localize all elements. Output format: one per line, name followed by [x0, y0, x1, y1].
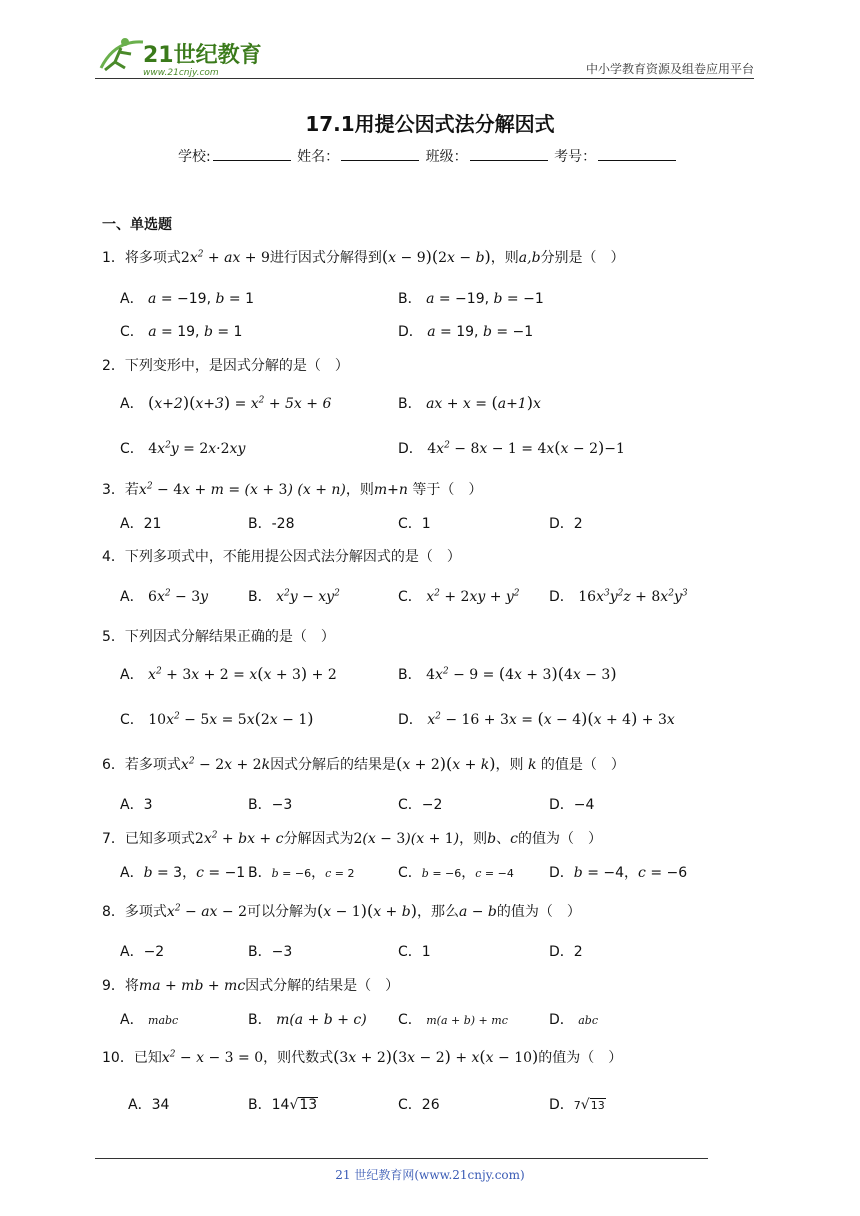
q2-option-a[interactable]: A． $(x+2)(x+3) = x^2 + 5x + 6$ — [120, 393, 332, 412]
logo-text: 21世纪教育 — [143, 43, 262, 68]
q7-option-b[interactable]: B．b = −6，c = 2 — [248, 865, 355, 881]
footer-divider — [95, 1158, 708, 1159]
q6-option-c[interactable]: C．−2 — [398, 797, 443, 813]
question-10: 10．已知$x^2 - x - 3 = 0$，则代数式(3x + 2)(3x − 2) + x(x − 10)的值为（ ） — [102, 1047, 623, 1066]
q1-option-c[interactable]: C． a = 19, b = 1 — [120, 324, 243, 340]
site-logo — [95, 32, 270, 80]
q8-option-a[interactable]: A．−2 — [120, 944, 165, 960]
q3-option-b[interactable]: B．-28 — [248, 516, 295, 532]
q6-option-a[interactable]: A．3 — [120, 797, 153, 813]
page-title: 17.1用提公因式法分解因式 — [305, 112, 555, 136]
q9-option-d[interactable]: D． abc — [549, 1012, 598, 1028]
q8-option-c[interactable]: C．1 — [398, 944, 431, 960]
footer-link[interactable]: 21 世纪教育网(www.21cnjy.com) — [335, 1168, 525, 1182]
q3-option-c[interactable]: C．1 — [398, 516, 431, 532]
q1-option-d[interactable]: D． a = 19, b = −1 — [398, 324, 534, 340]
q8-option-b[interactable]: B．−3 — [248, 944, 293, 960]
q7-option-c[interactable]: C．b = −6，c = −4 — [398, 865, 514, 881]
q3-option-d[interactable]: D．2 — [549, 516, 583, 532]
q9-option-b[interactable]: B． m(a + b + c) — [248, 1012, 367, 1028]
header-divider — [95, 78, 754, 79]
question-6: 6．若多项式$x^2 - 2x + 2k$因式分解后的结果是(x + 2)(x + k)，则 k 的值是（ ） — [102, 754, 625, 773]
q4-option-c[interactable]: C． $x^2 + 2xy + y^2$ — [398, 588, 520, 605]
q7-option-d[interactable]: D．b = −4，c = −6 — [549, 865, 688, 881]
q10-option-d[interactable]: D．7√13 — [549, 1097, 605, 1113]
q6-option-b[interactable]: B．−3 — [248, 797, 293, 813]
q5-option-a[interactable]: A． $x^2 + 3x + 2 = x(x + 3) + 2$ — [120, 664, 337, 683]
school-blank[interactable] — [213, 146, 291, 161]
question-8: 8．多项式$x^2$ − ax − 2可以分解为(x − 1)(x + b)，那么a − b的值为（ ） — [102, 901, 581, 920]
q4-option-b[interactable]: B． $x^2y - xy^2$ — [248, 588, 340, 605]
question-9: 9．将ma + mb + mc因式分解的结果是（ ） — [102, 978, 400, 994]
q2-option-d[interactable]: D． $4x^2 - 8x - 1 = 4x(x - 2)-1$ — [398, 438, 625, 457]
class-blank[interactable] — [470, 146, 548, 161]
exam-no-label: 考号： — [554, 149, 597, 165]
q5-option-c[interactable]: C． $10x^2 - 5x = 5x(2x - 1)$ — [120, 709, 314, 728]
student-info-line — [178, 146, 678, 166]
q1-option-b[interactable]: B． a = −19, b = −1 — [398, 291, 544, 307]
question-4: 4．下列多项式中，不能用提公因式法分解因式的是（ ） — [102, 549, 461, 565]
question-2: 2．下列变形中，是因式分解的是（ ） — [102, 358, 349, 374]
q10-option-b[interactable]: B．14√13 — [248, 1097, 318, 1113]
class-label: 班级： — [425, 149, 468, 165]
platform-name: 中小学教育资源及组卷应用平台 — [585, 62, 754, 76]
q8-option-d[interactable]: D．2 — [549, 944, 583, 960]
q10-option-c[interactable]: C．26 — [398, 1097, 440, 1113]
exam-no-blank[interactable] — [598, 146, 676, 161]
q2-option-c[interactable]: C． $4x^2y = 2x\cdot 2xy$ — [120, 440, 246, 457]
name-label: 姓名： — [297, 149, 340, 165]
q2-option-b[interactable]: B． ax + x = (a+1)x — [398, 393, 541, 412]
q4-option-a[interactable]: A． $6x^2 - 3y$ — [120, 588, 209, 605]
q5-option-b[interactable]: B． $4x^2 - 9 = (4x + 3)(4x - 3)$ — [398, 664, 617, 683]
q9-option-c[interactable]: C． m(a + b) + mc — [398, 1012, 508, 1028]
q3-option-a[interactable]: A．21 — [120, 516, 162, 532]
question-7: 7．已知多项式$2x^2$ + bx + c分解因式为2(x − 3)(x + 1)，则b、c的值为（ ） — [102, 830, 602, 847]
section-heading: 一、单选题 — [102, 217, 172, 233]
q5-option-d[interactable]: D． $x^2 - 16 + 3x = (x - 4)(x + 4) + 3x$ — [398, 709, 675, 728]
q9-option-a[interactable]: A． mabc — [120, 1012, 179, 1028]
question-3: 3．若$x^2 - 4x + m = (x + 3) (x + n)$，则m+n 等于（ ） — [102, 481, 483, 498]
school-label: 学校: — [178, 149, 211, 165]
q10-option-a[interactable]: A．34 — [128, 1097, 170, 1113]
q4-option-d[interactable]: D． $16x^3y^2z + 8x^2y^3$ — [549, 588, 688, 605]
name-blank[interactable] — [341, 146, 419, 161]
q6-option-d[interactable]: D．−4 — [549, 797, 595, 813]
question-5: 5．下列因式分解结果正确的是（ ） — [102, 629, 335, 645]
q1-option-a[interactable]: A． a = −19, b = 1 — [120, 291, 254, 307]
q7-option-a[interactable]: A．b = 3，c = −1 — [120, 865, 246, 881]
logo-url: www.21cnjy.com — [143, 68, 219, 78]
question-1: 1．将多项式$2x^2$ + ax + 9进行因式分解得到(x − 9)(2x − b)，则a,b分别是（ ） — [102, 247, 625, 266]
